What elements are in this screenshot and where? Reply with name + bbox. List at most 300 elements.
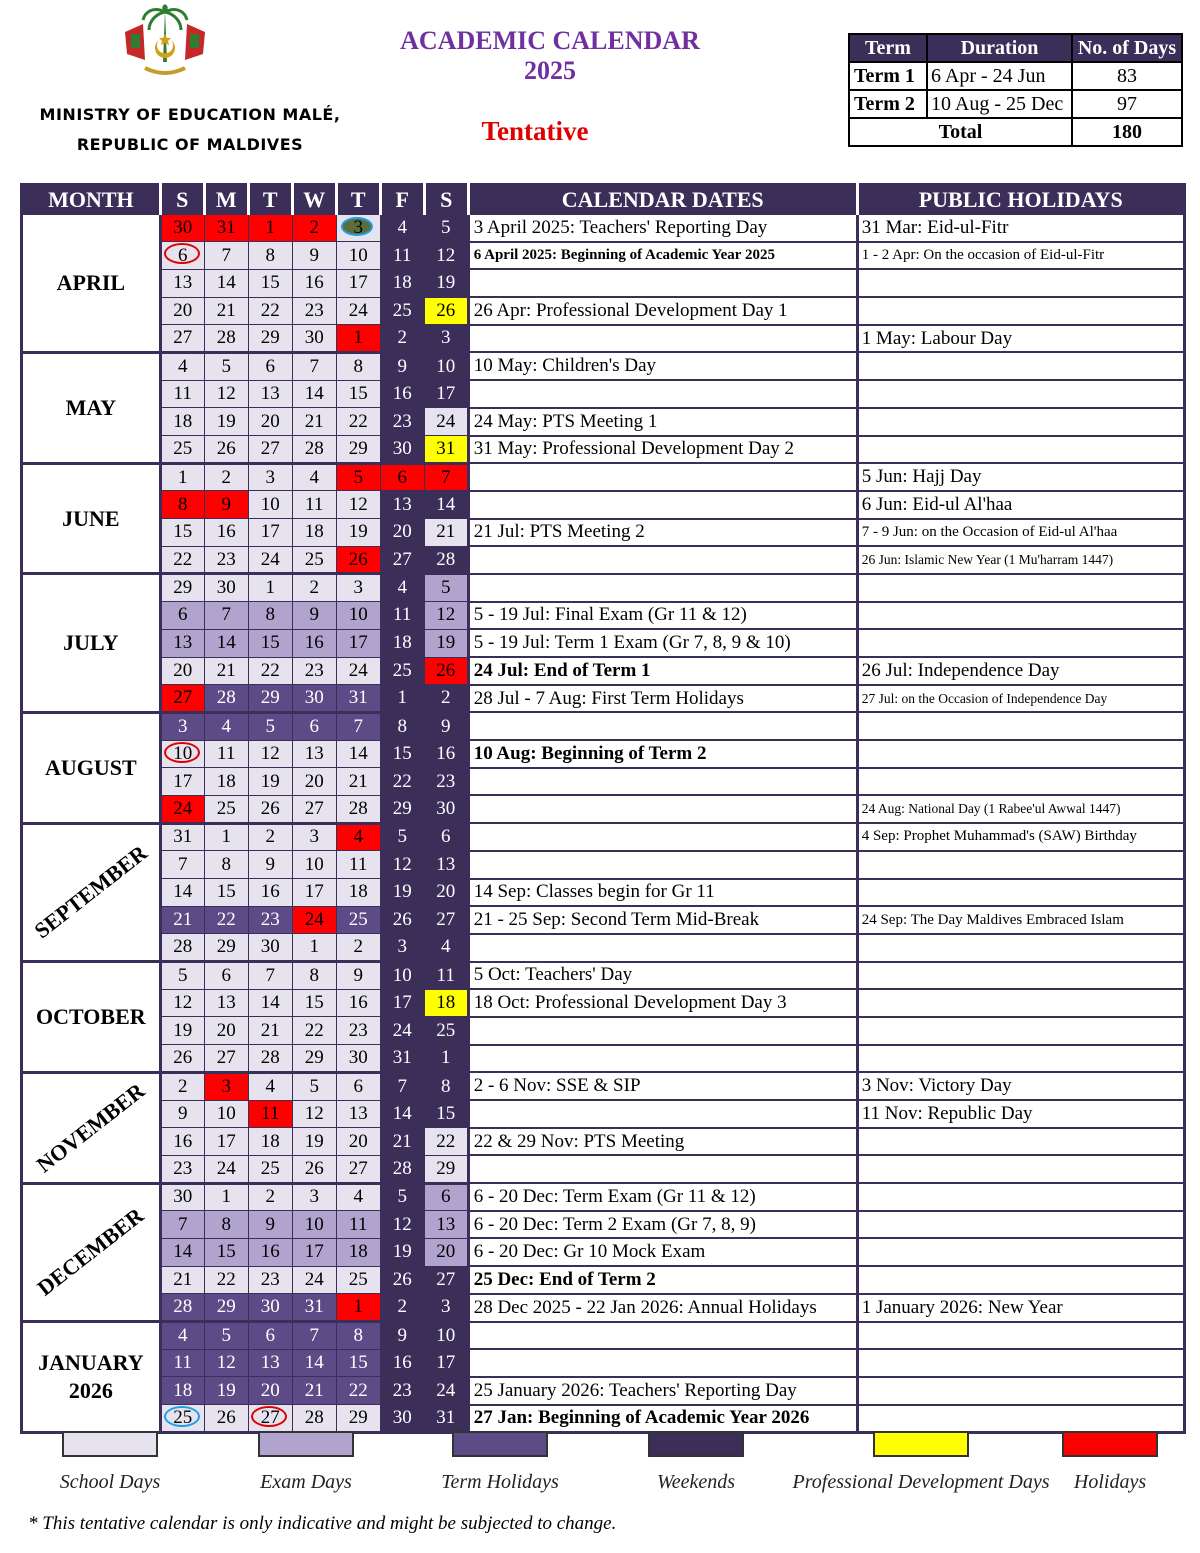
day-cell[interactable] xyxy=(336,436,380,464)
day-cell[interactable] xyxy=(292,934,336,962)
day-cell[interactable] xyxy=(336,215,380,242)
day-cell[interactable] xyxy=(248,1349,292,1377)
day-cell[interactable] xyxy=(380,851,424,879)
day-cell[interactable] xyxy=(424,1377,468,1405)
day-cell[interactable] xyxy=(336,629,380,657)
day-cell[interactable] xyxy=(248,1238,292,1266)
day-cell[interactable] xyxy=(336,851,380,879)
day-cell[interactable] xyxy=(424,712,468,740)
day-cell[interactable] xyxy=(424,352,468,380)
day-cell[interactable] xyxy=(248,602,292,630)
day-cell[interactable] xyxy=(248,519,292,547)
day-cell[interactable] xyxy=(380,436,424,464)
day-cell[interactable] xyxy=(204,657,248,685)
day-cell[interactable] xyxy=(336,519,380,547)
day-cell[interactable] xyxy=(292,768,336,796)
day-cell[interactable] xyxy=(248,795,292,823)
day-cell[interactable] xyxy=(380,1211,424,1239)
day-cell[interactable] xyxy=(380,906,424,934)
day-cell[interactable] xyxy=(292,1100,336,1128)
day-cell[interactable] xyxy=(336,1238,380,1266)
day-cell[interactable] xyxy=(204,352,248,380)
day-cell[interactable] xyxy=(204,1294,248,1322)
day-cell[interactable] xyxy=(380,1183,424,1211)
day-cell[interactable] xyxy=(160,879,204,907)
day-cell[interactable] xyxy=(204,879,248,907)
day-cell[interactable] xyxy=(336,740,380,768)
day-cell[interactable] xyxy=(424,491,468,519)
day-cell[interactable] xyxy=(160,712,204,740)
day-cell[interactable] xyxy=(160,657,204,685)
day-cell[interactable] xyxy=(248,1045,292,1073)
day-cell[interactable] xyxy=(424,1211,468,1239)
day-cell[interactable] xyxy=(204,325,248,353)
day-cell[interactable] xyxy=(248,1155,292,1183)
day-cell[interactable] xyxy=(292,657,336,685)
day-cell[interactable] xyxy=(424,823,468,851)
day-cell[interactable] xyxy=(204,1211,248,1239)
day-cell[interactable] xyxy=(380,1128,424,1156)
day-cell[interactable] xyxy=(160,823,204,851)
day-cell[interactable] xyxy=(380,1045,424,1073)
day-cell[interactable] xyxy=(204,795,248,823)
day-cell[interactable] xyxy=(380,1294,424,1322)
day-cell[interactable] xyxy=(160,740,204,768)
day-cell[interactable] xyxy=(380,795,424,823)
day-cell[interactable] xyxy=(424,463,468,491)
day-cell[interactable] xyxy=(336,989,380,1017)
day-cell[interactable] xyxy=(380,408,424,436)
day-cell[interactable] xyxy=(336,546,380,574)
day-cell[interactable] xyxy=(204,768,248,796)
day-cell[interactable] xyxy=(424,685,468,713)
day-cell[interactable] xyxy=(380,519,424,547)
day-cell[interactable] xyxy=(380,602,424,630)
day-cell[interactable] xyxy=(292,269,336,297)
day-cell[interactable] xyxy=(204,519,248,547)
day-cell[interactable] xyxy=(204,436,248,464)
day-cell[interactable] xyxy=(204,1349,248,1377)
day-cell[interactable] xyxy=(292,685,336,713)
day-cell[interactable] xyxy=(160,408,204,436)
day-cell[interactable] xyxy=(160,1072,204,1100)
day-cell[interactable] xyxy=(248,1211,292,1239)
day-cell[interactable] xyxy=(424,1183,468,1211)
day-cell[interactable] xyxy=(380,823,424,851)
day-cell[interactable] xyxy=(292,242,336,270)
day-cell[interactable] xyxy=(380,989,424,1017)
day-cell[interactable] xyxy=(336,1155,380,1183)
day-cell[interactable] xyxy=(160,1100,204,1128)
day-cell[interactable] xyxy=(380,546,424,574)
day-cell[interactable] xyxy=(248,1377,292,1405)
day-cell[interactable] xyxy=(292,602,336,630)
day-cell[interactable] xyxy=(160,380,204,408)
day-cell[interactable] xyxy=(424,1266,468,1294)
day-cell[interactable] xyxy=(248,491,292,519)
day-cell[interactable] xyxy=(204,1183,248,1211)
day-cell[interactable] xyxy=(204,1238,248,1266)
day-cell[interactable] xyxy=(336,1294,380,1322)
day-cell[interactable] xyxy=(248,962,292,990)
day-cell[interactable] xyxy=(336,1349,380,1377)
day-cell[interactable] xyxy=(336,602,380,630)
day-cell[interactable] xyxy=(380,1349,424,1377)
day-cell[interactable] xyxy=(204,463,248,491)
day-cell[interactable] xyxy=(248,574,292,602)
day-cell[interactable] xyxy=(160,352,204,380)
day-cell[interactable] xyxy=(336,934,380,962)
day-cell[interactable] xyxy=(380,269,424,297)
day-cell[interactable] xyxy=(248,989,292,1017)
day-cell[interactable] xyxy=(424,1294,468,1322)
day-cell[interactable] xyxy=(248,685,292,713)
day-cell[interactable] xyxy=(160,463,204,491)
day-cell[interactable] xyxy=(248,823,292,851)
day-cell[interactable] xyxy=(160,1128,204,1156)
day-cell[interactable] xyxy=(380,242,424,270)
day-cell[interactable] xyxy=(424,768,468,796)
day-cell[interactable] xyxy=(336,325,380,353)
day-cell[interactable] xyxy=(424,1128,468,1156)
day-cell[interactable] xyxy=(336,906,380,934)
day-cell[interactable] xyxy=(248,1183,292,1211)
day-cell[interactable] xyxy=(424,1155,468,1183)
day-cell[interactable] xyxy=(204,1266,248,1294)
day-cell[interactable] xyxy=(424,380,468,408)
day-cell[interactable] xyxy=(160,795,204,823)
day-cell[interactable] xyxy=(204,1045,248,1073)
day-cell[interactable] xyxy=(292,740,336,768)
day-cell[interactable] xyxy=(204,1128,248,1156)
day-cell[interactable] xyxy=(248,215,292,242)
day-cell[interactable] xyxy=(248,629,292,657)
day-cell[interactable] xyxy=(380,657,424,685)
day-cell[interactable] xyxy=(424,242,468,270)
day-cell[interactable] xyxy=(248,380,292,408)
day-cell[interactable] xyxy=(248,1322,292,1350)
day-cell[interactable] xyxy=(160,851,204,879)
day-cell[interactable] xyxy=(380,1100,424,1128)
day-cell[interactable] xyxy=(292,408,336,436)
day-cell[interactable] xyxy=(160,1183,204,1211)
day-cell[interactable] xyxy=(204,962,248,990)
day-cell[interactable] xyxy=(204,602,248,630)
day-cell[interactable] xyxy=(292,297,336,325)
day-cell[interactable] xyxy=(248,768,292,796)
day-cell[interactable] xyxy=(248,740,292,768)
day-cell[interactable] xyxy=(160,1238,204,1266)
day-cell[interactable] xyxy=(292,712,336,740)
day-cell[interactable] xyxy=(336,712,380,740)
day-cell[interactable] xyxy=(160,1211,204,1239)
day-cell[interactable] xyxy=(204,546,248,574)
day-cell[interactable] xyxy=(204,685,248,713)
day-cell[interactable] xyxy=(336,657,380,685)
day-cell[interactable] xyxy=(248,436,292,464)
day-cell[interactable] xyxy=(336,408,380,436)
day-cell[interactable] xyxy=(160,989,204,1017)
day-cell[interactable] xyxy=(380,215,424,242)
day-cell[interactable] xyxy=(380,325,424,353)
day-cell[interactable] xyxy=(160,215,204,242)
day-cell[interactable] xyxy=(424,906,468,934)
day-cell[interactable] xyxy=(380,380,424,408)
day-cell[interactable] xyxy=(380,768,424,796)
day-cell[interactable] xyxy=(424,297,468,325)
day-cell[interactable] xyxy=(336,823,380,851)
day-cell[interactable] xyxy=(292,795,336,823)
day-cell[interactable] xyxy=(380,1377,424,1405)
day-cell[interactable] xyxy=(336,463,380,491)
day-cell[interactable] xyxy=(292,1266,336,1294)
day-cell[interactable] xyxy=(424,1072,468,1100)
day-cell[interactable] xyxy=(424,657,468,685)
day-cell[interactable] xyxy=(292,906,336,934)
day-cell[interactable] xyxy=(248,934,292,962)
day-cell[interactable] xyxy=(336,269,380,297)
day-cell[interactable] xyxy=(160,906,204,934)
day-cell[interactable] xyxy=(336,352,380,380)
day-cell[interactable] xyxy=(336,1211,380,1239)
day-cell[interactable] xyxy=(160,629,204,657)
day-cell[interactable] xyxy=(292,1017,336,1045)
day-cell[interactable] xyxy=(204,934,248,962)
day-cell[interactable] xyxy=(292,215,336,242)
day-cell[interactable] xyxy=(292,1322,336,1350)
day-cell[interactable] xyxy=(204,1322,248,1350)
day-cell[interactable] xyxy=(160,297,204,325)
day-cell[interactable] xyxy=(204,629,248,657)
day-cell[interactable] xyxy=(248,1017,292,1045)
day-cell[interactable] xyxy=(380,463,424,491)
day-cell[interactable] xyxy=(204,242,248,270)
day-cell[interactable] xyxy=(424,1017,468,1045)
day-cell[interactable] xyxy=(380,934,424,962)
day-cell[interactable] xyxy=(380,879,424,907)
day-cell[interactable] xyxy=(336,1377,380,1405)
day-cell[interactable] xyxy=(292,463,336,491)
day-cell[interactable] xyxy=(204,1017,248,1045)
day-cell[interactable] xyxy=(424,269,468,297)
day-cell[interactable] xyxy=(248,352,292,380)
day-cell[interactable] xyxy=(248,408,292,436)
day-cell[interactable] xyxy=(336,1128,380,1156)
day-cell[interactable] xyxy=(204,712,248,740)
day-cell[interactable] xyxy=(380,962,424,990)
day-cell[interactable] xyxy=(204,740,248,768)
day-cell[interactable] xyxy=(336,685,380,713)
day-cell[interactable] xyxy=(424,1238,468,1266)
day-cell[interactable] xyxy=(424,602,468,630)
day-cell[interactable] xyxy=(424,795,468,823)
day-cell[interactable] xyxy=(292,436,336,464)
day-cell[interactable] xyxy=(380,1017,424,1045)
day-cell[interactable] xyxy=(160,1017,204,1045)
day-cell[interactable] xyxy=(336,795,380,823)
day-cell[interactable] xyxy=(292,1183,336,1211)
day-cell[interactable] xyxy=(424,546,468,574)
day-cell[interactable] xyxy=(380,712,424,740)
day-cell[interactable] xyxy=(160,685,204,713)
day-cell[interactable] xyxy=(160,1349,204,1377)
day-cell[interactable] xyxy=(160,1322,204,1350)
day-cell[interactable] xyxy=(336,491,380,519)
day-cell[interactable] xyxy=(336,1017,380,1045)
day-cell[interactable] xyxy=(204,1100,248,1128)
day-cell[interactable] xyxy=(336,879,380,907)
day-cell[interactable] xyxy=(204,215,248,242)
day-cell[interactable] xyxy=(160,242,204,270)
day-cell[interactable] xyxy=(424,629,468,657)
day-cell[interactable] xyxy=(380,1238,424,1266)
day-cell[interactable] xyxy=(292,491,336,519)
day-cell[interactable] xyxy=(248,297,292,325)
day-cell[interactable] xyxy=(248,463,292,491)
day-cell[interactable] xyxy=(424,989,468,1017)
day-cell[interactable] xyxy=(292,1155,336,1183)
day-cell[interactable] xyxy=(424,408,468,436)
day-cell[interactable] xyxy=(248,1266,292,1294)
day-cell[interactable] xyxy=(160,768,204,796)
day-cell[interactable] xyxy=(292,629,336,657)
day-cell[interactable] xyxy=(424,1322,468,1350)
day-cell[interactable] xyxy=(204,408,248,436)
day-cell[interactable] xyxy=(160,934,204,962)
day-cell[interactable] xyxy=(424,215,468,242)
day-cell[interactable] xyxy=(292,1294,336,1322)
day-cell[interactable] xyxy=(424,325,468,353)
day-cell[interactable] xyxy=(248,879,292,907)
day-cell[interactable] xyxy=(424,1100,468,1128)
day-cell[interactable] xyxy=(248,269,292,297)
day-cell[interactable] xyxy=(424,1045,468,1073)
day-cell[interactable] xyxy=(292,352,336,380)
day-cell[interactable] xyxy=(248,1294,292,1322)
day-cell[interactable] xyxy=(336,1322,380,1350)
day-cell[interactable] xyxy=(292,851,336,879)
day-cell[interactable] xyxy=(380,491,424,519)
day-cell[interactable] xyxy=(160,1266,204,1294)
day-cell[interactable] xyxy=(160,519,204,547)
day-cell[interactable] xyxy=(336,574,380,602)
day-cell[interactable] xyxy=(336,380,380,408)
day-cell[interactable] xyxy=(336,242,380,270)
day-cell[interactable] xyxy=(380,1266,424,1294)
day-cell[interactable] xyxy=(160,574,204,602)
day-cell[interactable] xyxy=(336,1100,380,1128)
day-cell[interactable] xyxy=(160,546,204,574)
day-cell[interactable] xyxy=(248,712,292,740)
day-cell[interactable] xyxy=(292,380,336,408)
day-cell[interactable] xyxy=(204,574,248,602)
day-cell[interactable] xyxy=(248,1072,292,1100)
day-cell[interactable] xyxy=(204,1072,248,1100)
day-cell[interactable] xyxy=(248,906,292,934)
day-cell[interactable] xyxy=(424,879,468,907)
day-cell[interactable] xyxy=(336,962,380,990)
day-cell[interactable] xyxy=(336,1072,380,1100)
day-cell[interactable] xyxy=(204,297,248,325)
day-cell[interactable] xyxy=(380,1155,424,1183)
day-cell[interactable] xyxy=(424,436,468,464)
day-cell[interactable] xyxy=(292,1377,336,1405)
day-cell[interactable] xyxy=(336,768,380,796)
day-cell[interactable] xyxy=(248,851,292,879)
day-cell[interactable] xyxy=(160,325,204,353)
day-cell[interactable] xyxy=(380,1322,424,1350)
day-cell[interactable] xyxy=(380,1072,424,1100)
day-cell[interactable] xyxy=(204,491,248,519)
day-cell[interactable] xyxy=(380,574,424,602)
day-cell[interactable] xyxy=(336,1266,380,1294)
day-cell[interactable] xyxy=(292,546,336,574)
day-cell[interactable] xyxy=(424,934,468,962)
day-cell[interactable] xyxy=(292,519,336,547)
day-cell[interactable] xyxy=(248,1100,292,1128)
day-cell[interactable] xyxy=(292,1128,336,1156)
day-cell[interactable] xyxy=(292,879,336,907)
day-cell[interactable] xyxy=(248,1128,292,1156)
day-cell[interactable] xyxy=(204,269,248,297)
day-cell[interactable] xyxy=(424,519,468,547)
day-cell[interactable] xyxy=(292,1211,336,1239)
day-cell[interactable] xyxy=(204,1377,248,1405)
day-cell[interactable] xyxy=(204,823,248,851)
day-cell[interactable] xyxy=(424,740,468,768)
day-cell[interactable] xyxy=(160,1294,204,1322)
day-cell[interactable] xyxy=(336,1045,380,1073)
day-cell[interactable] xyxy=(380,352,424,380)
day-cell[interactable] xyxy=(292,1238,336,1266)
day-cell[interactable] xyxy=(336,1183,380,1211)
day-cell[interactable] xyxy=(336,297,380,325)
day-cell[interactable] xyxy=(292,574,336,602)
day-cell[interactable] xyxy=(424,574,468,602)
day-cell[interactable] xyxy=(204,380,248,408)
day-cell[interactable] xyxy=(424,851,468,879)
day-cell[interactable] xyxy=(204,906,248,934)
day-cell[interactable] xyxy=(160,1045,204,1073)
day-cell[interactable] xyxy=(248,546,292,574)
day-cell[interactable] xyxy=(160,436,204,464)
day-cell[interactable] xyxy=(204,1155,248,1183)
day-cell[interactable] xyxy=(248,325,292,353)
day-cell[interactable] xyxy=(248,657,292,685)
day-cell[interactable] xyxy=(292,1045,336,1073)
day-cell[interactable] xyxy=(292,962,336,990)
day-cell[interactable] xyxy=(292,823,336,851)
day-cell[interactable] xyxy=(160,602,204,630)
day-cell[interactable] xyxy=(160,491,204,519)
day-cell[interactable] xyxy=(380,629,424,657)
day-cell[interactable] xyxy=(292,1072,336,1100)
day-cell[interactable] xyxy=(424,1349,468,1377)
day-cell[interactable] xyxy=(380,685,424,713)
day-cell[interactable] xyxy=(248,242,292,270)
day-cell[interactable] xyxy=(160,962,204,990)
day-cell[interactable] xyxy=(292,1349,336,1377)
day-cell[interactable] xyxy=(204,851,248,879)
day-cell[interactable] xyxy=(160,269,204,297)
day-cell[interactable] xyxy=(160,1377,204,1405)
day-cell[interactable] xyxy=(380,297,424,325)
day-cell[interactable] xyxy=(160,1155,204,1183)
day-cell[interactable] xyxy=(292,325,336,353)
day-cell[interactable] xyxy=(204,989,248,1017)
day-cell[interactable] xyxy=(380,740,424,768)
day-cell[interactable] xyxy=(424,962,468,990)
